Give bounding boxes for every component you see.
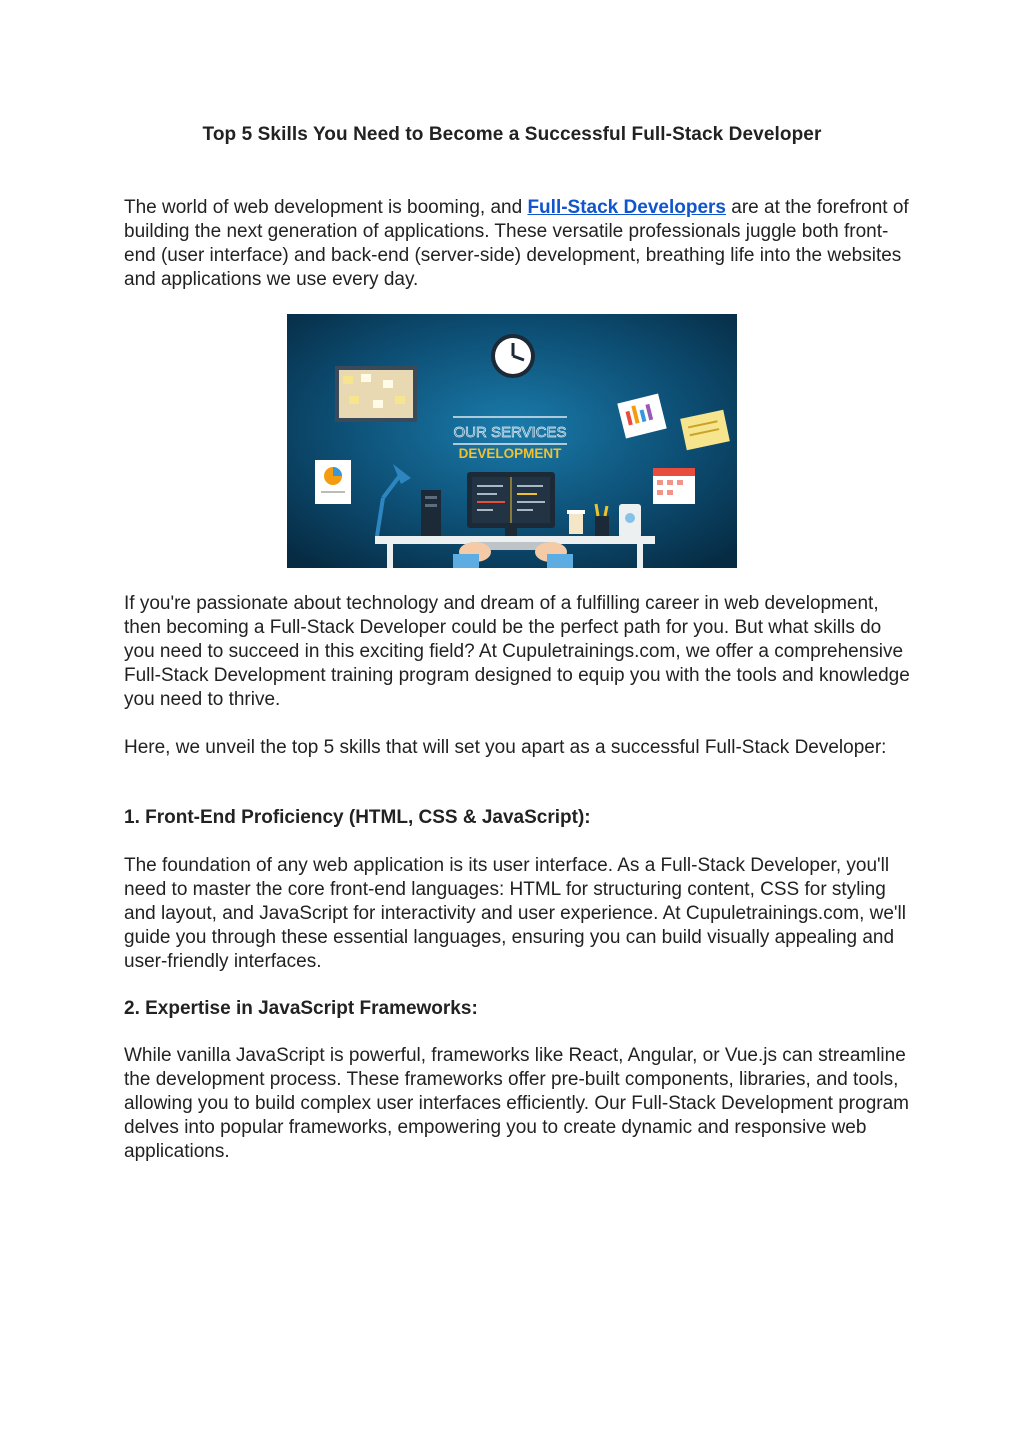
- calendar-icon: [653, 468, 695, 504]
- banner-bottom-text: DEVELOPMENT: [458, 446, 562, 461]
- paragraph-career: If you're passionate about technology and dream of a fulfilling career in web development, then becoming a Full-Stack Developer could be the perfect path for you. But what skills do you need to succeed in this exciting field? At Cupuletrainings.com, we offer a comprehensive Full-Stack Development training program designed to equip you with the tools and knowledge you need to thrive.: [124, 593, 910, 710]
- section-2-body: While vanilla JavaScript is powerful, frameworks like React, Angular, or Vue.js can streamline the development process. These frameworks offer pre-built components, libraries, and tools, allowing you to build complex user interfaces efficiently. Our Full-Stack Development program delves into popular frameworks, empowering you to create dynamic and responsive web applications.: [124, 1045, 909, 1162]
- world-map-board-icon: [335, 366, 417, 422]
- clock-icon: [491, 334, 535, 378]
- intro-paragraph: [124, 196, 914, 292]
- banner-top-text: OUR SERVICES: [453, 424, 567, 441]
- computer-tower-icon: [421, 490, 441, 536]
- monitor-code-icon: [467, 472, 555, 536]
- services-banner: [453, 417, 567, 461]
- full-stack-developers-link[interactable]: Full-Stack Developers: [527, 197, 726, 218]
- phone-icon: [619, 504, 641, 538]
- page-title: Top 5 Skills You Need to Become a Successful Full-Stack Developer: [202, 124, 822, 145]
- intro-text-start: The world of web development is booming, and: [124, 197, 528, 218]
- section-1-heading: 1. Front-End Proficiency (HTML, CSS & JavaScript):: [124, 807, 591, 828]
- section-1-body: The foundation of any web application is its user interface. As a Full-Stack Developer, you'll need to master the core front-end languages: HTML for structuring content, CSS for styling and layout, and JavaScript for interactivity and user experience. At Cupuletrainings.com, we'll guide you through these essential languages, ensuring you can build visually appealing and user-friendly interfaces.: [124, 855, 906, 972]
- intro-text-end: are at the forefront of building the next generation of applications. These versatile professionals juggle both front-end (user interface) and back-end (server-side) development, breathing life into the websites and applications we use every day.: [124, 197, 909, 290]
- pie-chart-paper-icon: [315, 460, 351, 504]
- coffee-cup-icon: [567, 510, 585, 534]
- hero-image: [287, 314, 737, 568]
- section-2-heading: 2. Expertise in JavaScript Frameworks:: [124, 998, 478, 1019]
- paragraph-skills-intro: Here, we unveil the top 5 skills that will set you apart as a successful Full-Stack Developer:: [124, 737, 887, 758]
